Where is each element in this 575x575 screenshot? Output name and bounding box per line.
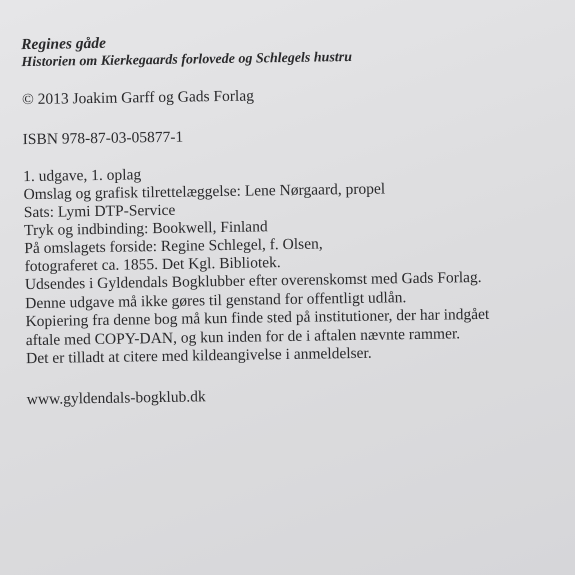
legal-notice — [25, 268, 552, 369]
credit-printing: Tryk og indbinding: Bookwell, Finland — [23, 218, 268, 240]
legal-line: aftale med COPY-DAN, og kun inden for de i aftalen nævnte rammer. — [25, 324, 461, 349]
credit-cover-design: Omslag og grafisk tilrettelæggelse: Lene Nørgaard, propel — [23, 180, 386, 204]
production-credits — [23, 178, 550, 240]
isbn-line: ISBN 978-87-03-05877-1 — [22, 128, 184, 149]
book-subtitle: Historien om Kierkegaards forlovede og Schlegels hustru — [21, 49, 353, 71]
website-url: www.gyldendals-bogklub.dk — [26, 387, 206, 408]
legal-line: Det er tilladt at citere med kildeangivelse i anmeldelser. — [25, 344, 372, 368]
copyright-line: © 2013 Joakim Garff og Gads Forlag — [21, 87, 255, 109]
edition-line: 1. udgave, 1. oplag — [23, 166, 142, 186]
legal-line: Denne udgave må ikke gøres til genstand for offentligt udlån. — [25, 288, 407, 312]
cover-note-line: På omslagets forside: Regine Schlegel, f. Olsen, — [24, 235, 323, 258]
cover-note-line: fotograferet ca. 1855. Det Kgl. Bibliotek. — [24, 254, 281, 276]
legal-line: Udsendes i Gyldendals Bogklubber efter overenskomst med Gads Forlag. — [24, 268, 482, 294]
book-title: Regines gåde — [21, 34, 107, 54]
legal-line: Kopiering fra denne bog må kun finde sted på institutioner, der har indgået — [25, 305, 490, 331]
credit-typesetting: Sats: Lymi DTP-Service — [23, 201, 176, 222]
